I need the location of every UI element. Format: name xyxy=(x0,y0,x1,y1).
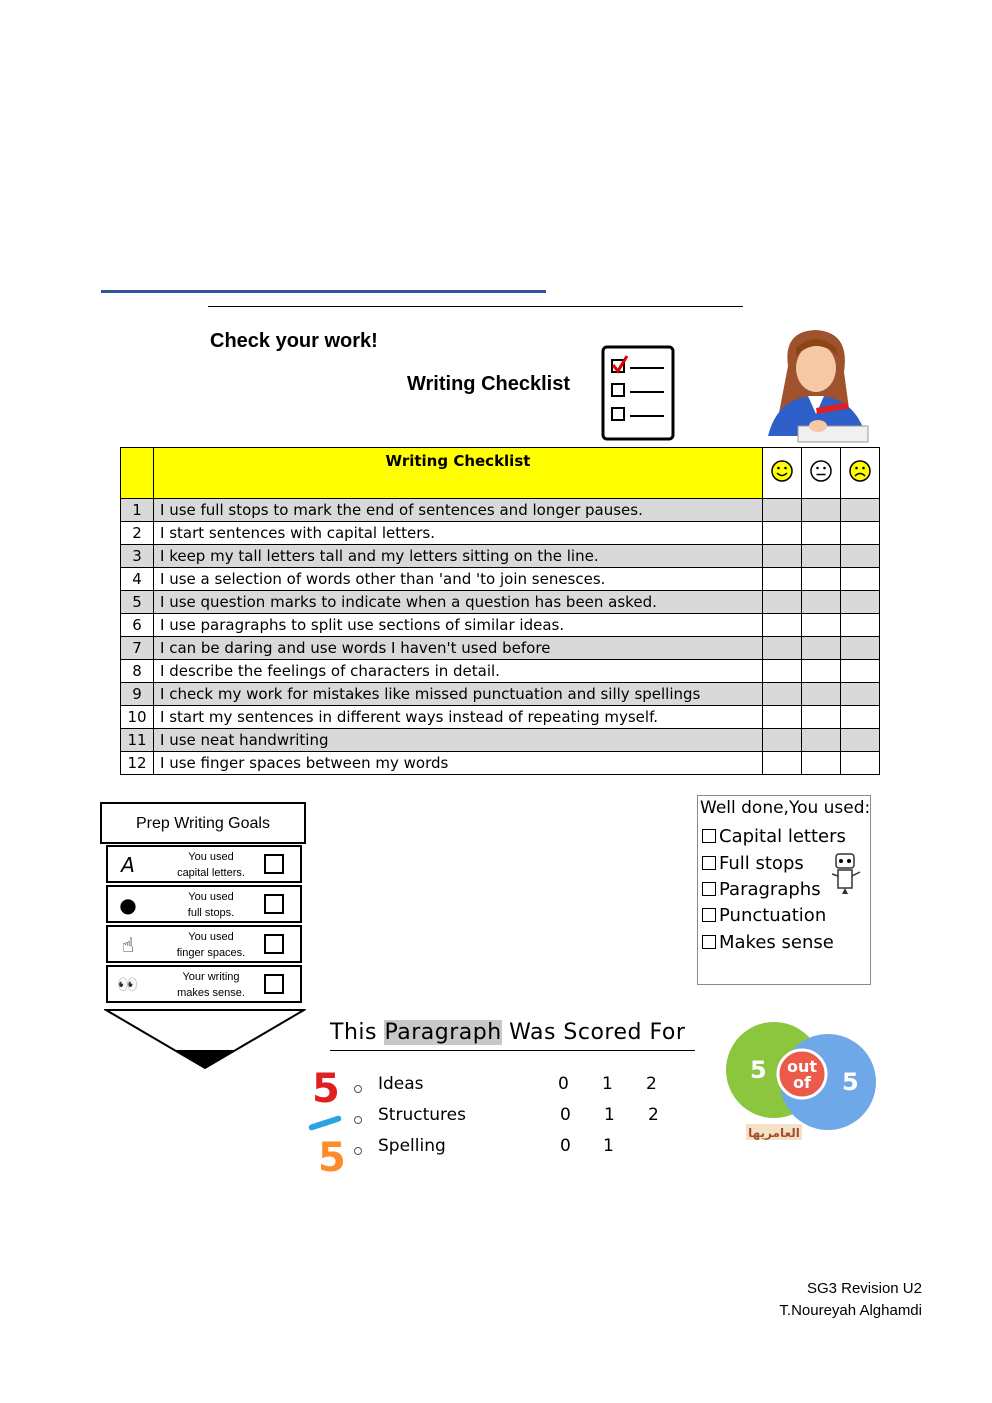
row-number: 10 xyxy=(121,706,154,729)
neutral-cell[interactable] xyxy=(802,591,841,614)
score-denominator: 5 xyxy=(318,1135,346,1181)
checkbox-icon[interactable] xyxy=(702,856,716,870)
table-row xyxy=(121,729,880,752)
well-item-paragraphs: Paragraphs xyxy=(702,879,821,900)
sad-face-icon xyxy=(841,448,880,499)
smiley-face-icon xyxy=(763,448,802,499)
well-done-title: Well done,You used: xyxy=(700,798,871,818)
row-number: 12 xyxy=(121,752,154,775)
score-label-spelling: Spelling xyxy=(378,1136,446,1156)
well-item-punctuation: Punctuation xyxy=(702,905,826,926)
goal-row-fingerspace xyxy=(106,925,302,963)
goal-row-fullstop xyxy=(106,885,302,923)
goal-checkbox[interactable] xyxy=(264,934,284,954)
well-item-sense: Makes sense xyxy=(702,932,834,953)
row-number: 4 xyxy=(121,568,154,591)
table-row xyxy=(121,568,880,591)
row-number: 1 xyxy=(121,499,154,522)
writing-checklist-table xyxy=(120,447,880,775)
score-label-ideas: Ideas xyxy=(378,1074,424,1094)
smiley-cell[interactable] xyxy=(763,706,802,729)
goal-line2: capital letters. xyxy=(177,867,245,879)
fraction-slash xyxy=(308,1115,342,1131)
table-row xyxy=(121,545,880,568)
writing-checklist-title: Writing Checklist xyxy=(407,373,570,395)
smiley-cell[interactable] xyxy=(763,660,802,683)
sad-cell[interactable] xyxy=(841,729,880,752)
row-text: I use finger spaces between my words xyxy=(154,752,763,775)
well-item-fullstops: Full stops xyxy=(702,853,804,874)
checkbox-icon[interactable] xyxy=(702,882,716,896)
row-text: I use full stops to mark the end of sentences and longer pauses. xyxy=(154,499,763,522)
row-text: I use paragraphs to split use sections of similar ideas. xyxy=(154,614,763,637)
score-option[interactable]: 1 xyxy=(602,1074,613,1094)
goal-checkbox[interactable] xyxy=(264,894,284,914)
neutral-cell[interactable] xyxy=(802,752,841,775)
sad-cell[interactable] xyxy=(841,614,880,637)
smiley-cell[interactable] xyxy=(763,568,802,591)
row-number: 2 xyxy=(121,522,154,545)
row-text: I use a selection of words other than 'and 'to join senesces. xyxy=(154,568,763,591)
neutral-cell[interactable] xyxy=(802,706,841,729)
score-option[interactable]: 0 xyxy=(560,1105,571,1125)
neutral-cell[interactable] xyxy=(802,683,841,706)
footer-revision: SG3 Revision U2 xyxy=(806,1280,922,1297)
checkbox-icon[interactable] xyxy=(702,829,716,843)
table-row xyxy=(121,499,880,522)
row-text: I use question marks to indicate when a question has been asked. xyxy=(154,591,763,614)
down-arrow-icon xyxy=(104,1008,306,1070)
table-row xyxy=(121,614,880,637)
prep-goals-title: Prep Writing Goals xyxy=(100,802,306,844)
neutral-cell[interactable] xyxy=(802,637,841,660)
sad-cell[interactable] xyxy=(841,683,880,706)
goal-line1: Your writing xyxy=(182,971,240,983)
row-text: I can be daring and use words I haven't used before xyxy=(154,637,763,660)
score-option[interactable]: 0 xyxy=(560,1136,571,1156)
table-row xyxy=(121,752,880,775)
sad-cell[interactable] xyxy=(841,568,880,591)
table-header-row xyxy=(121,448,880,499)
row-number: 3 xyxy=(121,545,154,568)
sad-cell[interactable] xyxy=(841,545,880,568)
row-number: 8 xyxy=(121,660,154,683)
goal-line2: finger spaces. xyxy=(176,947,246,959)
goal-line2: makes sense. xyxy=(177,987,245,999)
sad-cell[interactable] xyxy=(841,660,880,683)
neutral-cell[interactable] xyxy=(802,499,841,522)
finger-icon: ☝ xyxy=(121,933,135,957)
sad-cell[interactable] xyxy=(841,752,880,775)
goal-checkbox[interactable] xyxy=(264,854,284,874)
score-numerator: 5 xyxy=(312,1066,340,1112)
row-text: I check my work for mistakes like missed punctuation and silly spellings xyxy=(154,683,763,706)
neutral-face-icon xyxy=(802,448,841,499)
header-black-rule xyxy=(208,306,743,307)
table-row xyxy=(121,706,880,729)
table-row xyxy=(121,660,880,683)
row-number: 9 xyxy=(121,683,154,706)
score-option[interactable]: 1 xyxy=(603,1136,614,1156)
eyes-icon: 👀 xyxy=(117,975,139,995)
row-text: I describe the feelings of characters in detail. xyxy=(154,660,763,683)
row-number: 5 xyxy=(121,591,154,614)
circle-out-text: out xyxy=(786,1057,818,1076)
number-column-header xyxy=(121,448,154,499)
score-option[interactable]: 2 xyxy=(646,1074,657,1094)
sad-cell[interactable] xyxy=(841,499,880,522)
table-row xyxy=(121,683,880,706)
neutral-cell[interactable] xyxy=(802,729,841,752)
score-option[interactable]: 2 xyxy=(648,1105,659,1125)
score-option[interactable]: 0 xyxy=(558,1074,569,1094)
sad-cell[interactable] xyxy=(841,637,880,660)
row-text: I start my sentences in different ways instead of repeating myself. xyxy=(154,706,763,729)
pencil-robot-icon xyxy=(826,846,866,896)
checklist-table-heading: Writing Checklist xyxy=(154,448,763,499)
table-row xyxy=(121,591,880,614)
sad-cell[interactable] xyxy=(841,522,880,545)
smiley-cell[interactable] xyxy=(763,614,802,637)
smiley-cell[interactable] xyxy=(763,683,802,706)
table-row xyxy=(121,637,880,660)
well-item-capital: Capital letters xyxy=(702,826,846,847)
smiley-cell[interactable] xyxy=(763,752,802,775)
goal-row-sense xyxy=(106,965,302,1003)
score-label-structures: Structures xyxy=(378,1105,466,1125)
smiley-cell[interactable] xyxy=(763,591,802,614)
score-title: This Paragraph Was Scored For xyxy=(330,1020,686,1045)
sad-cell[interactable] xyxy=(841,706,880,729)
smiley-cell[interactable] xyxy=(763,545,802,568)
goal-line1: You used xyxy=(188,891,234,903)
goal-row-capital xyxy=(106,845,302,883)
neutral-cell[interactable] xyxy=(802,660,841,683)
row-number: 7 xyxy=(121,637,154,660)
row-text: I use neat handwriting xyxy=(154,729,763,752)
row-text: I start sentences with capital letters. xyxy=(154,522,763,545)
neutral-cell[interactable] xyxy=(802,522,841,545)
goal-line1: You used xyxy=(188,931,234,943)
goal-checkbox[interactable] xyxy=(264,974,284,994)
smiley-cell[interactable] xyxy=(763,729,802,752)
neutral-cell[interactable] xyxy=(802,568,841,591)
clipboard-checklist-icon xyxy=(600,344,676,442)
header-blue-rule xyxy=(101,290,546,293)
sad-cell[interactable] xyxy=(841,591,880,614)
row-number: 11 xyxy=(121,729,154,752)
bullet-icon xyxy=(354,1116,362,1124)
goal-line2: full stops. xyxy=(187,907,235,919)
circle-left-number: 5 xyxy=(750,1056,767,1084)
smiley-cell[interactable] xyxy=(763,499,802,522)
capital-letter-icon: A xyxy=(121,853,135,877)
goal-line1: You used xyxy=(188,851,234,863)
footer-author: T.Noureyah Alghamdi xyxy=(779,1302,922,1319)
row-text: I keep my tall letters tall and my letters sitting on the line. xyxy=(154,545,763,568)
neutral-cell[interactable] xyxy=(802,614,841,637)
circle-caption: العامريها xyxy=(748,1126,800,1140)
smiley-cell[interactable] xyxy=(763,522,802,545)
girl-writing-illustration xyxy=(758,326,873,444)
out-of-circles-graphic xyxy=(722,1018,878,1144)
smiley-cell[interactable] xyxy=(763,637,802,660)
check-work-title: Check your work! xyxy=(210,330,378,352)
bullet-icon xyxy=(354,1147,362,1155)
score-title-underline xyxy=(330,1050,695,1051)
table-row xyxy=(121,522,880,545)
bullet-icon xyxy=(354,1085,362,1093)
full-stop-icon: ● xyxy=(119,893,137,917)
score-option[interactable]: 1 xyxy=(604,1105,615,1125)
checkbox-icon[interactable] xyxy=(702,908,716,922)
circle-of-text: of xyxy=(793,1073,811,1092)
row-number: 6 xyxy=(121,614,154,637)
neutral-cell[interactable] xyxy=(802,545,841,568)
circle-right-number: 5 xyxy=(842,1068,859,1096)
checkbox-icon[interactable] xyxy=(702,935,716,949)
